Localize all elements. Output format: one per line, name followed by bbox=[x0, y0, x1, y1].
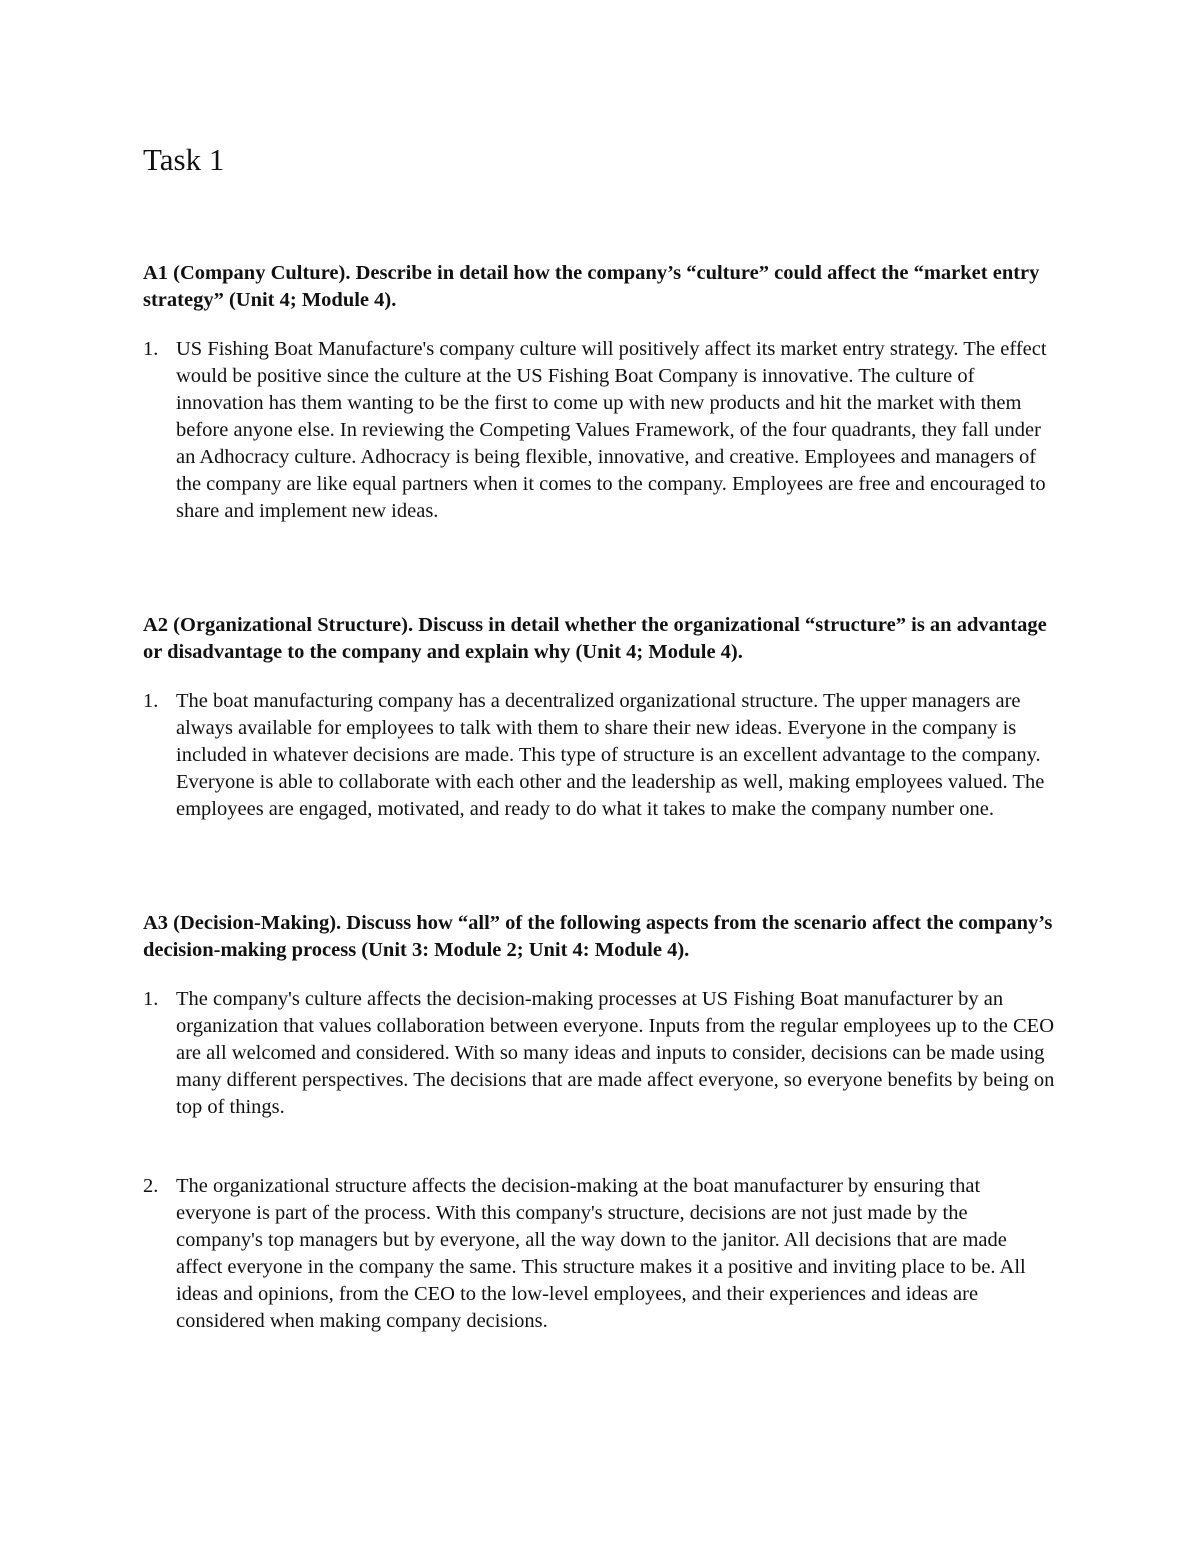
question-heading: A1 (Company Culture). Describe in detail how the company’s “culture” could affect the “market entry strategy” (Unit 4; Module 4). bbox=[143, 262, 1040, 311]
answer-number: 1. bbox=[143, 690, 159, 712]
section-a2-organizational-structure bbox=[143, 612, 1058, 823]
answer-number: 1. bbox=[143, 338, 159, 360]
answer-item bbox=[143, 1173, 1058, 1335]
answer-text: US Fishing Boat Manufacture's company culture will positively affect its market entry strategy. The effect would be positive since the culture at the US Fishing Boat Company is innovative. The culture of innovation has them wanting to be the first to come up with new products and hit the market with them before anyone else. In reviewing the Competing Values Framework, of the four quadrants, they fall under an Adhocracy culture. Adhocracy is being flexible, innovative, and creative. Employees and managers of the company are like equal partners when it comes to the company. Employees are free and encouraged to share and implement new ideas. bbox=[176, 338, 1047, 522]
answer-item bbox=[143, 986, 1058, 1121]
question-heading: A2 (Organizational Structure). Discuss in detail whether the organizational “structure” is an advantage or disadvantage to the company and explain why (Unit 4; Module 4). bbox=[143, 614, 1047, 663]
answer-text: The boat manufacturing company has a decentralized organizational structure. The upper managers are always available for employees to talk with them to share their new ideas. Everyone in the company is included in whatever decisions are made. This type of structure is an excellent advantage to the company. Everyone is able to collaborate with each other and the leadership as well, making employees valued. The employees are engaged, motivated, and ready to do what it takes to make the company number one. bbox=[176, 690, 1045, 820]
question-heading: A3 (Decision-Making). Discuss how “all” of the following aspects from the scenario affect the company’s decision-making process (Unit 3: Module 2; Unit 4: Module 4). bbox=[143, 912, 1053, 961]
answer-text: The company's culture affects the decision-making processes at US Fishing Boat manufacturer by an organization that values collaboration between everyone. Inputs from the regular employees up to the CEO are all welcomed and considered. With so many ideas and inputs to consider, decisions can be made using many different perspectives. The decisions that are made affect everyone, so everyone benefits by being on top of things. bbox=[176, 988, 1055, 1118]
answer-item bbox=[143, 688, 1058, 823]
document-title: Task 1 bbox=[143, 142, 225, 177]
answer-number: 2. bbox=[143, 1175, 159, 1197]
section-a1-company-culture bbox=[143, 260, 1058, 525]
answer-text: The organizational structure affects the decision-making at the boat manufacturer by ensuring that everyone is part of the process. With this company's structure, decisions are not just made by the company's top managers but by everyone, all the way down to the janitor. All decisions that are made affect everyone in the company the same. This structure makes it a positive and inviting place to be. All ideas and opinions, from the CEO to the low-level employees, and their experiences and ideas are considered when making company decisions. bbox=[176, 1175, 1026, 1332]
answer-number: 1. bbox=[143, 988, 159, 1010]
answer-item bbox=[143, 336, 1058, 525]
section-a3-decision-making bbox=[143, 910, 1058, 1335]
